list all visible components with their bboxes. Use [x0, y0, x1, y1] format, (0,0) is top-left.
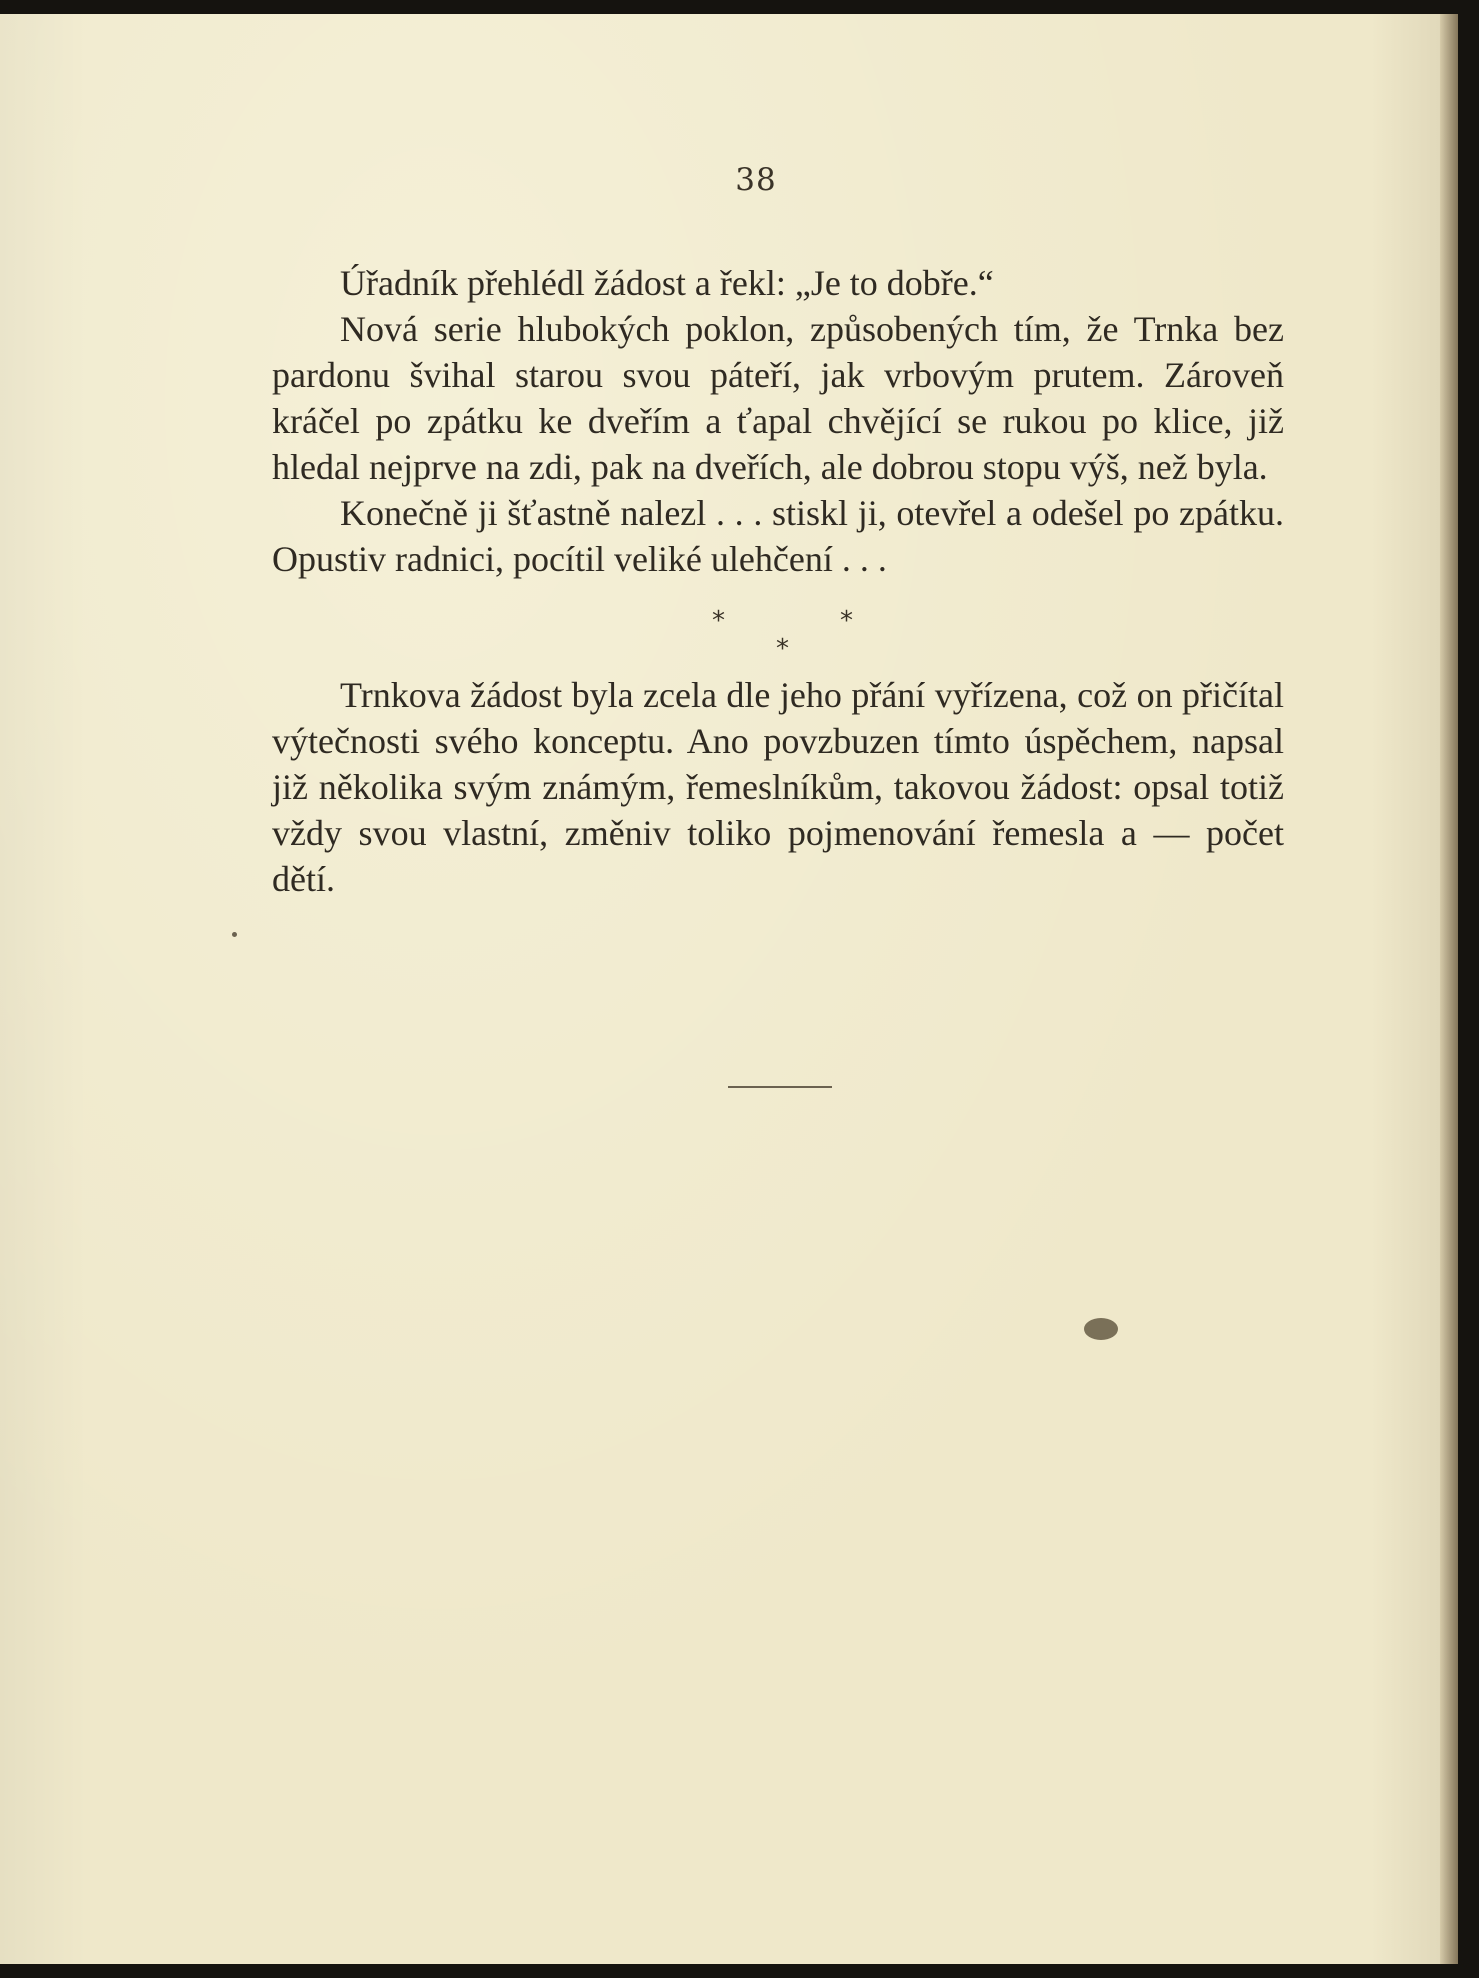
paragraph-2: Nová serie hlubokých poklon, způsobených tím, že Trnka bez pardonu švihal starou svou páteří, jak vrbovým prutem. Zároveň kráčel po zpátku ke dveřím a ťapal chvějící se rukou po klice, již hledal nejprve na zdi, pak na dveřích, ale dobrou stopu výš, než byla.: [272, 309, 1284, 487]
ink-speck-mark: [232, 932, 237, 937]
page-spine-shadow: [1440, 14, 1458, 1964]
paragraph-1: Úřadník přehlédl žádost a řekl: „Je to dobře.“: [340, 263, 994, 303]
book-page: [0, 14, 1458, 1964]
paragraph-4: Trnkova žádost byla zcela dle jeho přání vyřízena, což on přičítal výtečnosti svého konceptu. Ano povzbuzen tímto úspěchem, napsal již několika svým známým, řemeslníkům, takovou žádost: opsal totiž vždy svou vlastní, změniv toliko pojmenování řemesla a — počet dětí.: [272, 675, 1284, 899]
ink-blot-mark: [1084, 1318, 1118, 1340]
page-number: 38: [735, 162, 777, 198]
asterisk-right: *: [840, 606, 853, 636]
section-break-asterism: [272, 598, 1284, 664]
paragraph-3: Konečně ji šťastně nalezl . . . stiskl ji, otevřel a odešel po zpátku. Opustiv radnici, pocítil veliké ulehčení . . .: [272, 493, 1284, 579]
asterisk-left: *: [712, 606, 725, 636]
body-text: [272, 260, 1284, 902]
end-rule-divider: [728, 1086, 832, 1088]
asterisk-center: *: [776, 634, 789, 664]
